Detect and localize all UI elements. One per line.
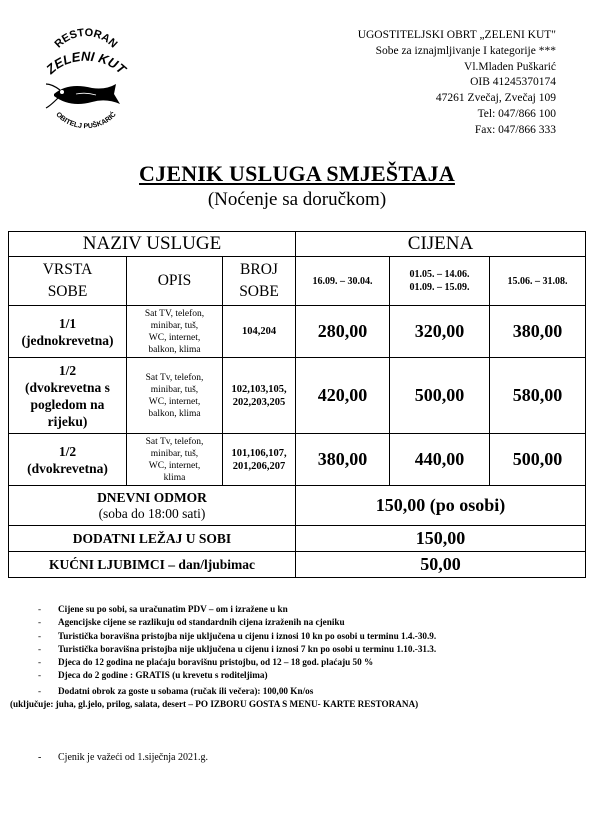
col-header-period-3: 15.06. – 31.08. [490,257,586,306]
restaurant-logo [36,28,136,138]
list-item: - Turistička boravišna pristojba nije uključena u cijenu i iznosi 10 kn po osobi u terminu 1.4.-30.9. [38,630,437,641]
price-cell: 280,00 [296,306,390,358]
table-row [9,434,586,486]
header-service: NAZIV USLUGE [9,232,296,257]
price-cell: 580,00 [490,358,586,434]
price-cell: 500,00 [490,434,586,486]
validity-note: - Cjenik je važeći od 1.siječnja 2021.g. [38,752,208,763]
table-row [9,358,586,434]
col-header-rooms: BROJ SOBE [223,257,296,306]
logo-bottom-text: OBITELJ PUŠKARIĆ [54,111,118,131]
extra-row-extra-bed [9,526,586,552]
price-cell: 380,00 [490,306,586,358]
table-row [9,306,586,358]
business-name: UGOSTITELJSKI OBRT „ZELENI KUT" [357,29,556,41]
room-desc: Sat TV, telefon, minibar, tuš, WC, internet, balkon, klima [127,306,223,358]
restaurant-logo-emblem [36,28,136,138]
col-header-period-2: 01.05. – 14.06. 01.09. – 15.09. [390,257,490,306]
room-type: 1/1 (jednokrevetna) [9,306,127,358]
business-header [256,28,556,139]
list-item: - Cijene su po sobi, sa uračunatim PDV – om i izražene u kn [38,604,288,614]
extra-price: 150,00 (po osobi) [296,486,586,526]
table-header-row [9,232,586,257]
col-header-type: VRSTA SOBE [9,257,127,306]
room-type: 1/2 (dvokrevetna s pogledom na rijeku) [9,358,127,434]
extra-label: KUĆNI LJUBIMCI – dan/ljubimac [9,552,296,578]
room-type: 1/2 (dvokrevetna) [9,434,127,486]
price-cell: 420,00 [296,358,390,434]
business-fax: Fax: 047/866 333 [474,123,556,136]
page-subtitle: (Noćenje sa doručkom) [207,189,387,210]
business-phone: Tel: 047/866 100 [477,107,556,120]
price-cell: 380,00 [296,434,390,486]
extra-price: 150,00 [296,526,586,552]
price-cell: 440,00 [390,434,490,486]
list-item: - Turistička boravišna pristojba nije uključena u cijenu i iznosi 7 kn po osobi u terminu 1.10.-31.3. [38,643,437,654]
business-oib: OIB 41245370174 [470,76,556,89]
price-table [8,231,586,578]
price-cell: 500,00 [390,358,490,434]
price-cell: 320,00 [390,306,490,358]
list-item: - Djeca do 12 godina ne plaćaju boravišnu pristojbu, od 12 – 18 god. plaćaju 50 % [38,657,374,668]
business-owner: Vl.Mladen Puškarić [464,60,556,73]
list-item: - Djeca do 2 godine : GRATIS (u krevetu s roditeljima) [38,670,268,681]
business-address: 47261 Zvečaj, Zvečaj 109 [435,92,556,105]
fish-icon [46,84,120,108]
business-category: Sobe za iznajmljivanje I kategorije *** [375,44,556,57]
col-header-period-1: 16.09. – 30.04. [296,257,390,306]
extra-row-pets [9,552,586,578]
table-subheader-row [9,257,586,306]
header-price: CIJENA [296,232,586,257]
logo-top-text: RESTORAN [52,28,120,51]
extra-price: 50,00 [296,552,586,578]
room-desc: Sat Tv, telefon, minibar, tuš, WC, internet, klima [127,434,223,486]
extra-label: DODATNI LEŽAJ U SOBI [9,526,296,552]
list-item: - Agencijske cijene se razlikuju od standardnih cijena izraženih na cjeniku [38,617,345,628]
room-numbers: 101,106,107, 201,206,207 [223,434,296,486]
extra-label: DNEVNI ODMOR (soba do 18:00 sati) [9,486,296,526]
notes-continuation: (uključuje: juha, gl.jelo, prilog, salata, desert – PO IZBORU GOSTA S MENU- KARTE RESTORANA) [10,699,419,710]
logo-middle-text: ZELENI KUT [43,48,129,77]
col-header-desc: OPIS [127,257,223,306]
room-numbers: 102,103,105, 202,203,205 [223,358,296,434]
notes-list [10,603,588,711]
page-title: CJENIK USLUGA SMJEŠTAJA [139,161,455,186]
room-desc: Sat Tv, telefon, minibar, tuš, WC, internet, balkon, klima [127,358,223,434]
list-item: - Dodatni obrok za goste u sobama (ručak ili večera): 100,00 Kn/os [38,685,314,696]
extra-row-day-rest [9,486,586,526]
room-numbers: 104,204 [223,306,296,358]
